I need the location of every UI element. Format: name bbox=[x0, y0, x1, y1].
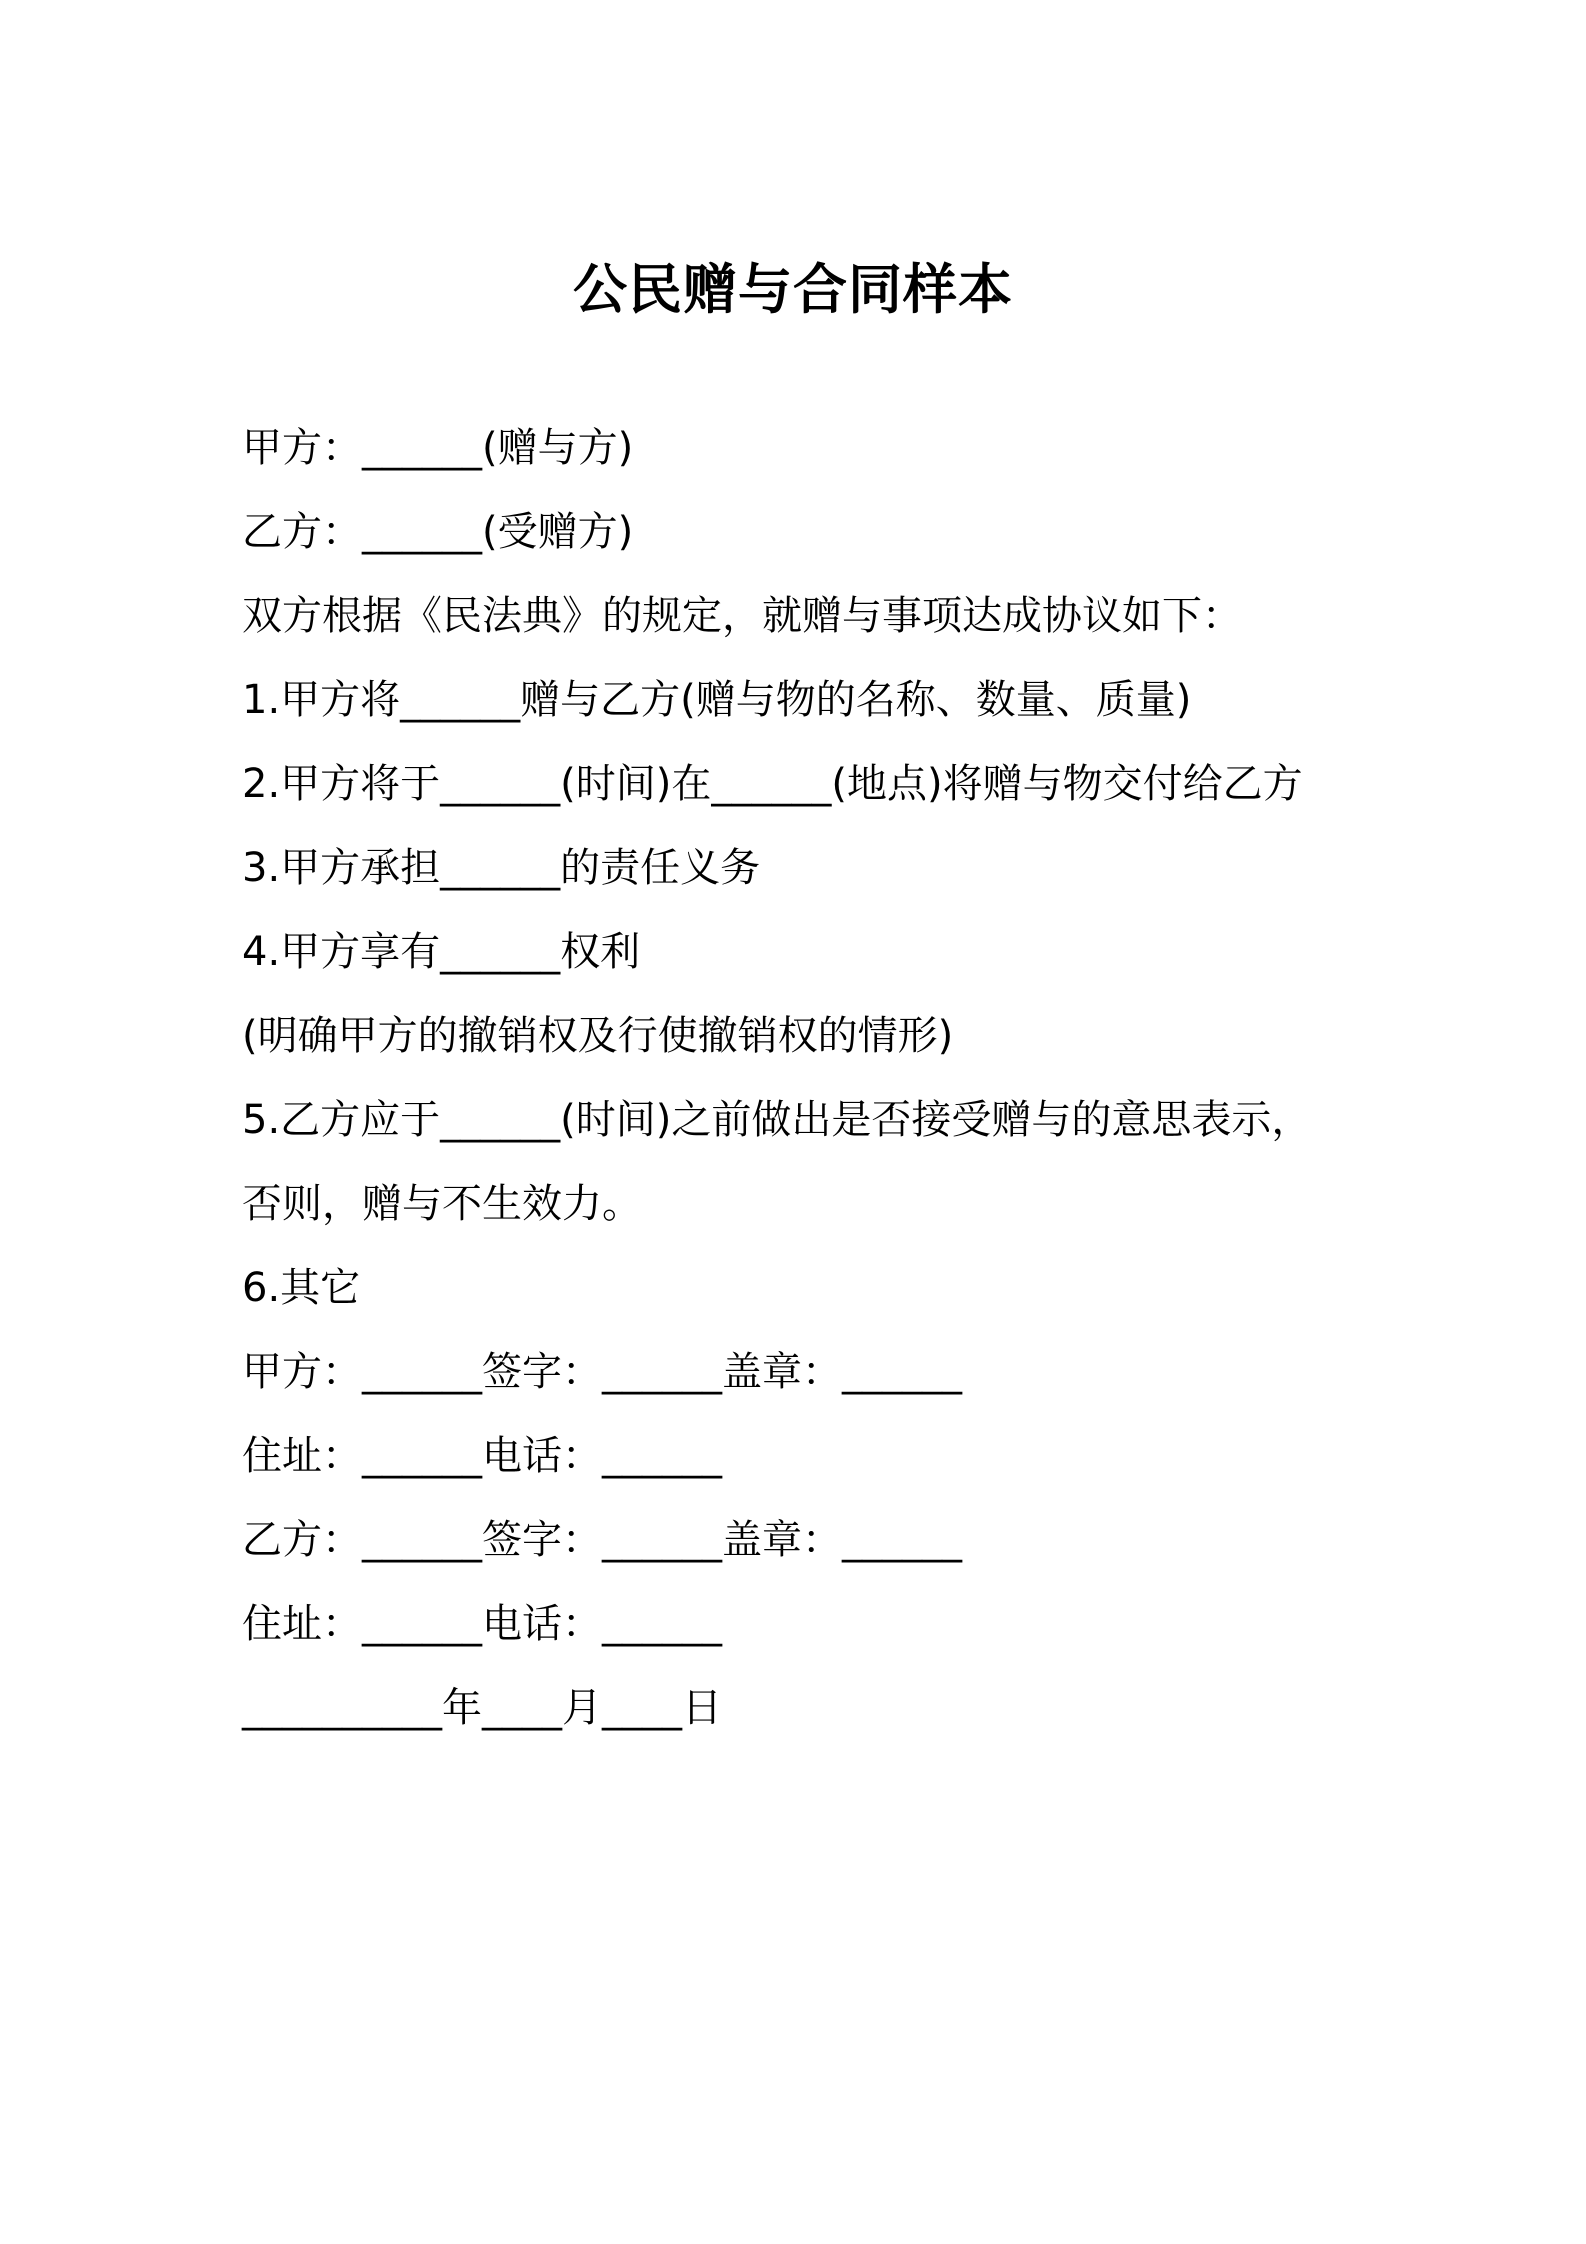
party-a-signature-line: 甲方：______签字：______盖章：______ bbox=[242, 1349, 962, 1395]
clause-5-continued: 否则，赠与不生效力。 bbox=[242, 1181, 642, 1227]
party-b-line: 乙方：______(受赠方) bbox=[242, 509, 634, 555]
party-a-line: 甲方：______(赠与方) bbox=[242, 425, 634, 471]
clause-3: 3.甲方承担______的责任义务 bbox=[242, 845, 761, 891]
document-body bbox=[242, 406, 1442, 1750]
date-line: __________年____月____日 bbox=[242, 1685, 722, 1731]
clause-1: 1.甲方将______赠与乙方(赠与物的名称、数量、质量) bbox=[242, 677, 1192, 723]
agreement-intro: 双方根据《民法典》的规定，就赠与事项达成协议如下： bbox=[242, 593, 1242, 639]
document-title: 公民赠与合同样本 bbox=[573, 258, 1013, 321]
party-a-contact-line: 住址：______电话：______ bbox=[242, 1433, 722, 1479]
clause-6: 6.其它 bbox=[242, 1265, 361, 1311]
clause-2: 2.甲方将于______(时间)在______(地点)将赠与物交付给乙方 bbox=[242, 761, 1303, 807]
clause-4-note: (明确甲方的撤销权及行使撤销权的情形) bbox=[242, 1013, 954, 1059]
party-b-contact-line: 住址：______电话：______ bbox=[242, 1601, 722, 1647]
clause-4: 4.甲方享有______权利 bbox=[242, 929, 641, 975]
clause-5: 5.乙方应于______(时间)之前做出是否接受赠与的意思表示， bbox=[242, 1097, 1312, 1143]
party-b-signature-line: 乙方：______签字：______盖章：______ bbox=[242, 1517, 962, 1563]
